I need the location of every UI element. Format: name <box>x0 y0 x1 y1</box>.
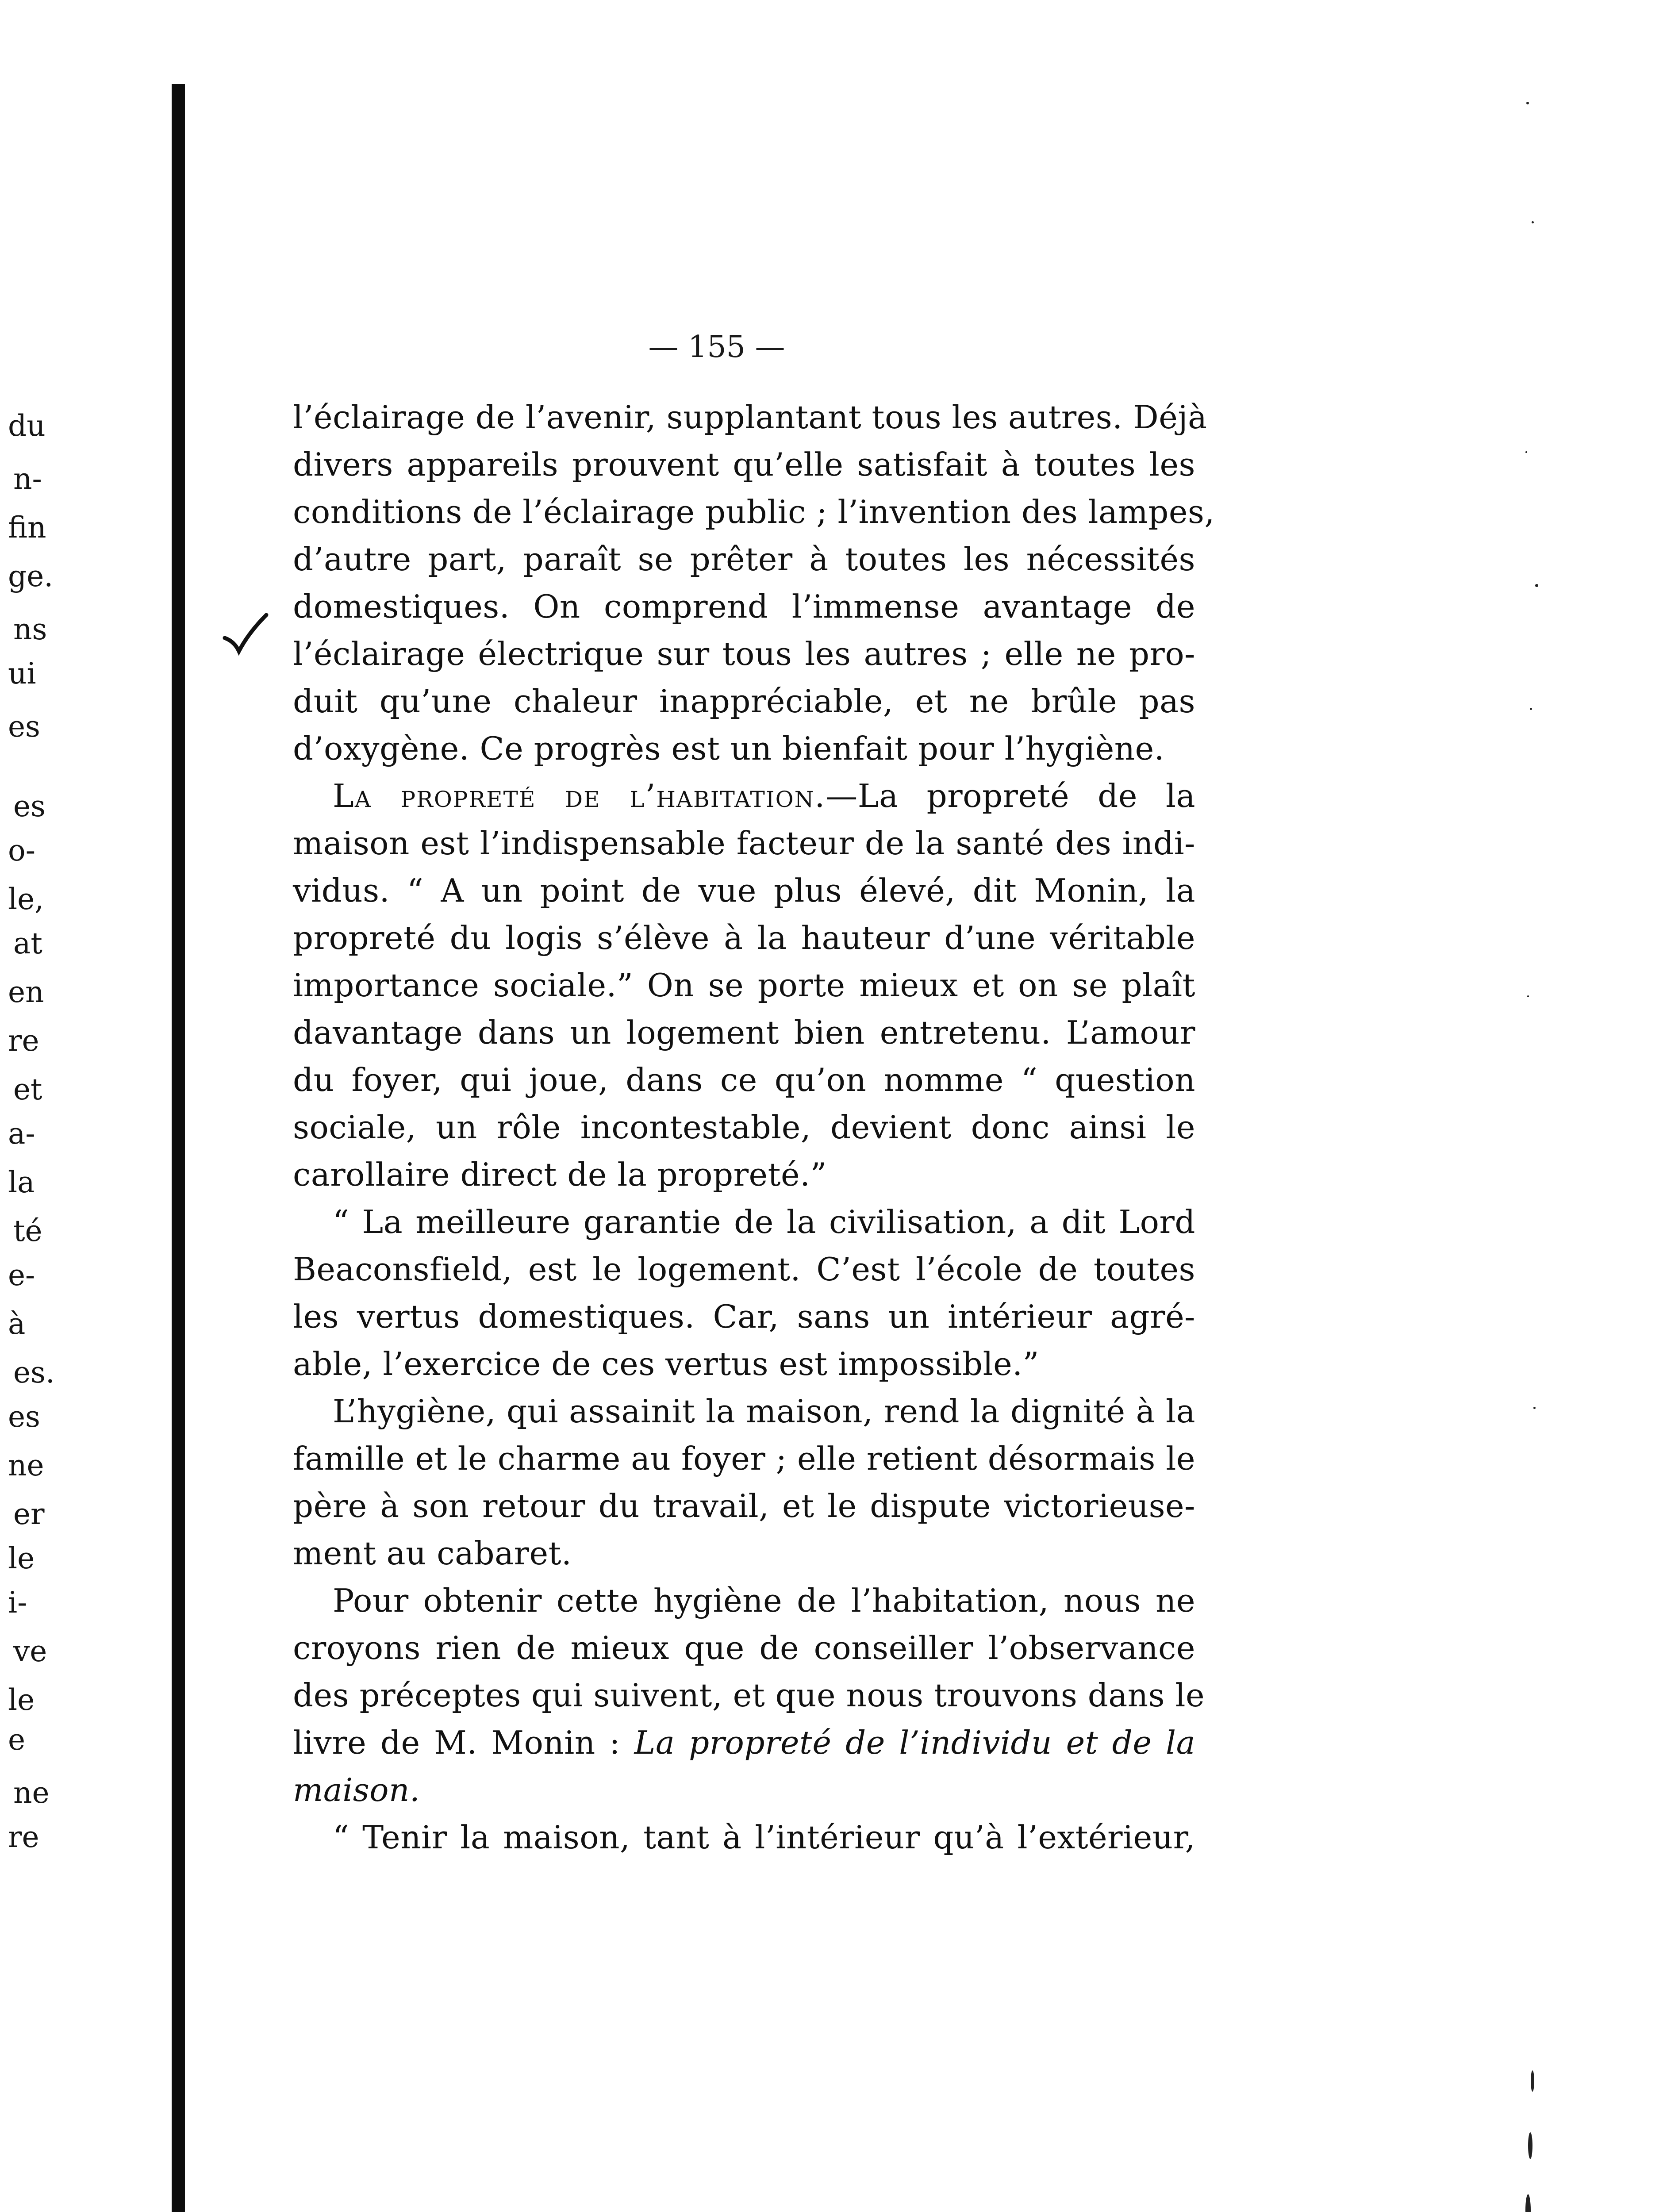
scan-edge-noise <box>1522 88 1548 2212</box>
scan-speck <box>1533 1407 1536 1409</box>
text-line <box>293 1198 1195 1246</box>
facing-page-fragment: du <box>8 409 46 443</box>
line-text: propreté du logis s’élève à la hauteur d’une véritable <box>293 919 1195 956</box>
line-text: L’hygiène, qui assainit la maison, rend la dignité à la <box>333 1393 1195 1430</box>
body-text <box>293 394 1215 1861</box>
facing-page-fragment: té <box>13 1214 42 1248</box>
text-line <box>293 441 1195 488</box>
book-title-italic: maison. <box>293 1771 420 1809</box>
text-line <box>293 725 1195 772</box>
line-text: sociale, un rôle incontestable, devient donc ainsi le <box>293 1109 1195 1146</box>
text-line <box>293 488 1215 536</box>
line-text: ment au cabaret. <box>293 1535 572 1572</box>
line-text: conditions de l’éclairage public ; l’invention des lampes, <box>293 493 1215 530</box>
facing-page-fragment: la <box>8 1165 35 1199</box>
scan-speck <box>1532 221 1534 223</box>
facing-page-fragment: fin <box>8 511 46 545</box>
text-line <box>293 1009 1195 1056</box>
line-text: croyons rien de mieux que de conseiller l’observance <box>293 1629 1195 1667</box>
line-text: duit qu’une chaleur inappréciable, et ne brûle pas <box>293 683 1195 720</box>
text-line <box>293 1340 1195 1388</box>
text-line <box>293 394 1207 441</box>
line-text: Pour obtenir cette hygiène de l’habitation, nous ne <box>333 1582 1195 1619</box>
section-heading: La propreté de l’habitation. <box>333 777 826 814</box>
facing-page-fragment: es <box>8 710 40 744</box>
facing-page-fragment: en <box>8 975 44 1009</box>
line-text: maison est l’indispensable facteur de la santé des indi- <box>293 825 1195 862</box>
text-line <box>293 1246 1195 1293</box>
scan-speck <box>1526 102 1529 104</box>
facing-page-fragment: le <box>8 1683 35 1717</box>
scan-speck <box>1527 995 1529 997</box>
facing-page-fragment: ui <box>8 657 36 691</box>
facing-page-fragment: le <box>8 1541 35 1575</box>
text-line <box>293 630 1195 678</box>
line-text: Beaconsfield, est le logement. C’est l’école de toutes <box>293 1251 1195 1288</box>
scan-speck <box>1528 2132 1532 2159</box>
facing-page-fragment: e <box>8 1723 26 1757</box>
book-title-italic: La propreté de l’individu et de la <box>634 1724 1196 1761</box>
text-line <box>293 1814 1195 1861</box>
line-text: davantage dans un logement bien entretenu. L’amour <box>293 1014 1195 1051</box>
facing-page-fragment: le, <box>8 882 44 916</box>
scan-speck <box>1530 708 1532 710</box>
text-line <box>293 1577 1195 1624</box>
text-line <box>293 583 1195 630</box>
facing-page-fragment: o- <box>8 833 36 868</box>
line-text: carollaire direct de la propreté.” <box>293 1156 827 1193</box>
text-line <box>293 1435 1195 1482</box>
text-line <box>293 1104 1195 1151</box>
text-line <box>293 1482 1195 1530</box>
line-text: d’oxygène. Ce progrès est un bienfait pour l’hygiène. <box>293 730 1165 767</box>
line-text: “ Tenir la maison, tant à l’intérieur qu’à l’extérieur, <box>333 1819 1195 1856</box>
handwritten-check-mark-icon <box>221 611 270 659</box>
line-text: livre de M. Monin : <box>293 1724 621 1761</box>
text-line <box>293 1767 1195 1814</box>
text-line <box>293 1530 1195 1577</box>
line-text: importance sociale.” On se porte mieux et on se plaît <box>293 967 1195 1004</box>
binding-edge-rule <box>172 84 185 2212</box>
text-line <box>293 820 1195 867</box>
scan-speck <box>1531 2070 1534 2092</box>
text-line <box>293 1388 1195 1435</box>
text-line <box>293 536 1195 583</box>
text-line <box>293 1056 1195 1104</box>
facing-page-fragment: à <box>8 1307 26 1341</box>
text-line <box>293 914 1195 962</box>
facing-page-fragment: e- <box>8 1258 35 1292</box>
line-text: domestiques. On comprend l’immense avantage de <box>293 588 1195 625</box>
line-text: d’autre part, paraît se prêter à toutes les nécessités <box>293 541 1195 578</box>
facing-page-fragment: a- <box>8 1117 35 1151</box>
line-text: “ La meilleure garantie de la civilisation, a dit Lord <box>333 1203 1195 1240</box>
facing-page-fragment: es <box>13 789 46 823</box>
line-text: famille et le charme au foyer ; elle retient désormais le <box>293 1440 1195 1477</box>
facing-page-fragment: ns <box>13 612 47 646</box>
line-text: —La propreté de la <box>826 777 1195 814</box>
facing-page-fragment: et <box>13 1072 42 1106</box>
facing-page-fragment: ne <box>8 1448 44 1482</box>
line-text: l’éclairage de l’avenir, supplantant tous les autres. Déjà <box>293 399 1207 436</box>
facing-page-fragment: ne <box>13 1776 50 1810</box>
facing-page-fragments <box>8 411 105 1916</box>
scan-speck <box>1525 2194 1531 2212</box>
scan-speck <box>1535 584 1538 587</box>
facing-page-fragment: at <box>13 926 42 960</box>
facing-page-fragment: ge. <box>8 559 54 593</box>
line-text: l’éclairage électrique sur tous les autres ; elle ne pro- <box>293 635 1195 672</box>
line-text: vidus. “ A un point de vue plus élevé, dit Monin, la <box>293 872 1195 909</box>
facing-page-fragment: ve <box>13 1634 47 1668</box>
text-line <box>293 772 1195 820</box>
text-line <box>293 678 1195 725</box>
line-text: du foyer, qui joue, dans ce qu’on nomme “ question <box>293 1061 1195 1098</box>
facing-page-fragment: re <box>8 1820 39 1854</box>
facing-page-fragment: i- <box>8 1586 27 1620</box>
line-text: les vertus domestiques. Car, sans un intérieur agré- <box>293 1298 1195 1335</box>
text-line <box>293 962 1195 1009</box>
facing-page-fragment: re <box>8 1024 39 1058</box>
facing-page-fragment: es <box>8 1400 40 1434</box>
text-line <box>293 1151 1195 1198</box>
text-line <box>293 1672 1205 1719</box>
facing-page-fragment: er <box>13 1497 45 1531</box>
line-text: des préceptes qui suivent, et que nous trouvons dans le <box>293 1677 1205 1714</box>
line-text: able, l’exercice de ces vertus est impossible.” <box>293 1345 1039 1382</box>
text-line <box>293 867 1195 914</box>
facing-page-fragment: es. <box>13 1356 55 1390</box>
page-number: — 155 — <box>648 330 785 365</box>
scan-speck <box>1525 451 1527 453</box>
line-text: père à son retour du travail, et le dispute victorieuse- <box>293 1487 1195 1525</box>
text-line <box>293 1719 1195 1767</box>
text-line <box>293 1293 1195 1340</box>
text-line <box>293 1624 1195 1672</box>
line-text: divers appareils prouvent qu’elle satisfait à toutes les <box>293 446 1195 483</box>
facing-page-fragment: n- <box>13 462 42 496</box>
